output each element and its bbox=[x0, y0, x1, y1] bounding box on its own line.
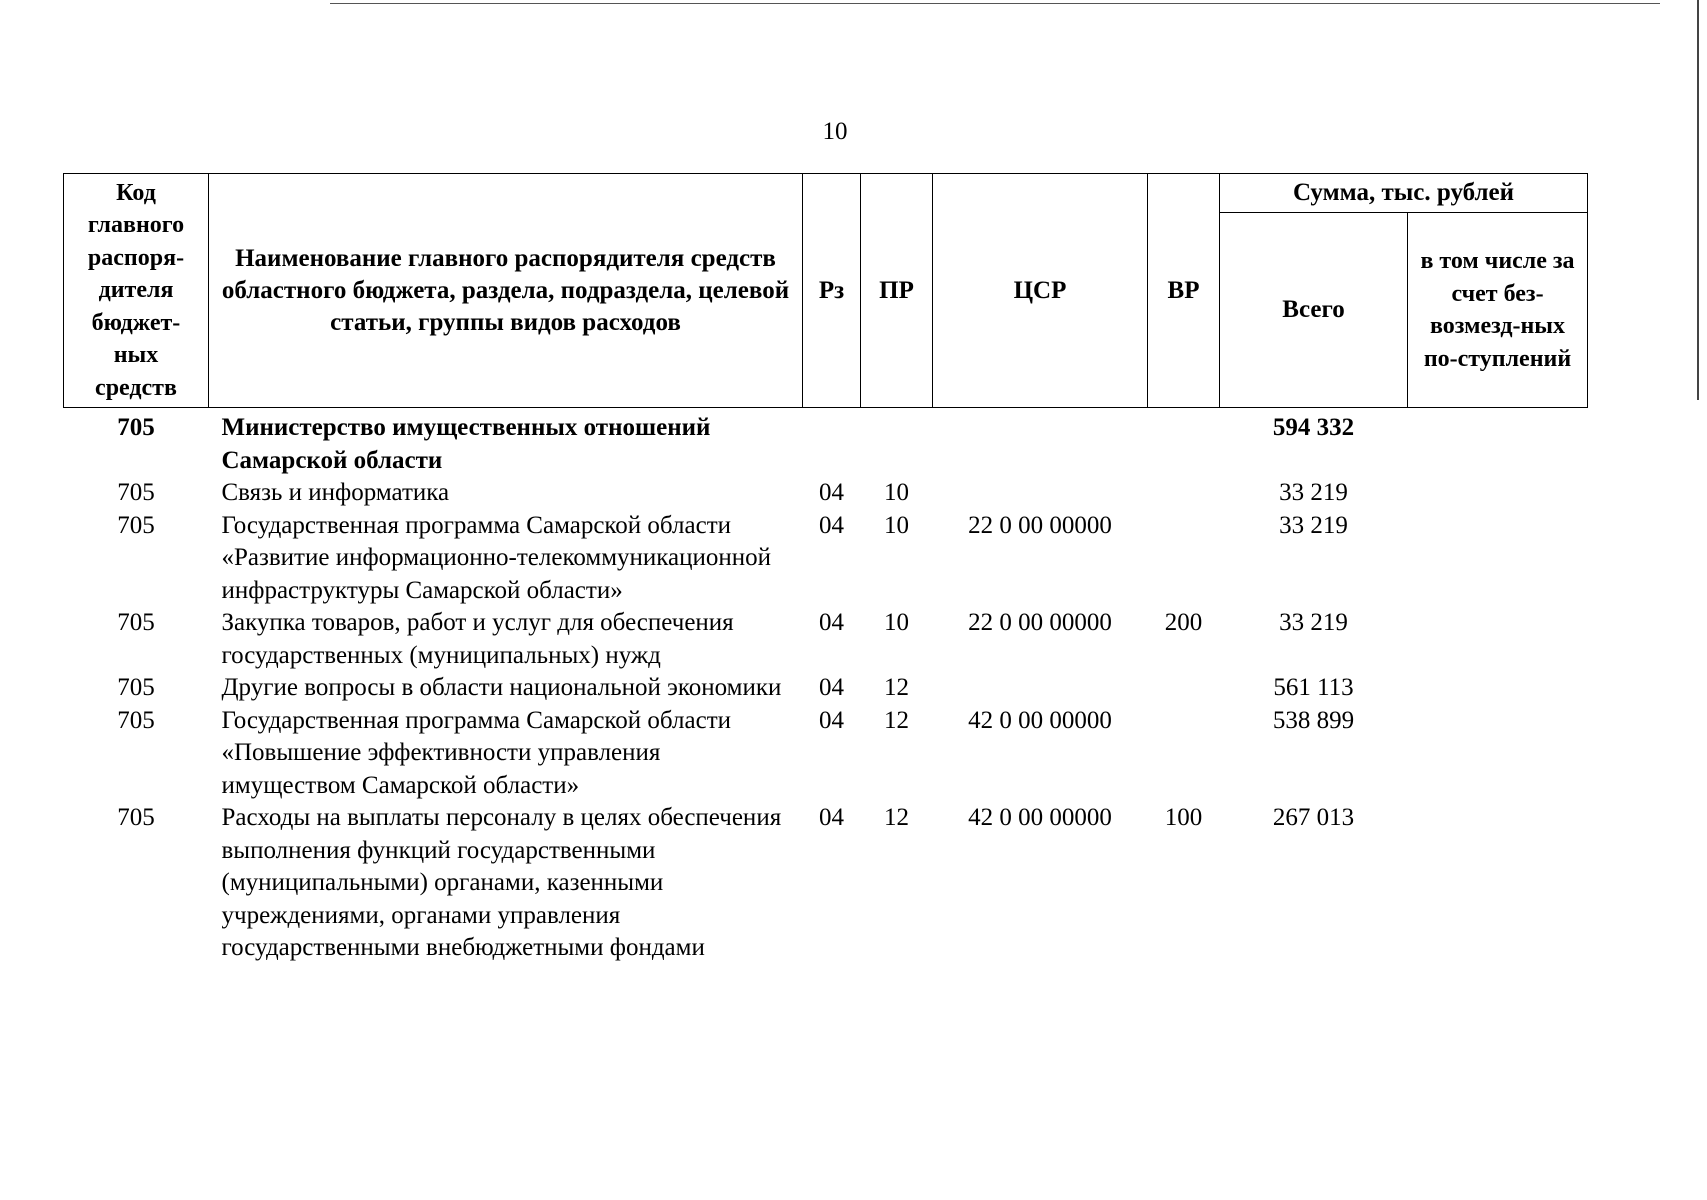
row-csr bbox=[933, 477, 1148, 510]
table-row bbox=[64, 672, 1588, 705]
table-row bbox=[64, 408, 1588, 478]
row-name: Государственная программа Самарской области «Повышение эффективности управления имуществом Самарской области» bbox=[221, 706, 731, 799]
header-pr: ПР bbox=[861, 174, 933, 408]
header-rz: Рз bbox=[803, 174, 861, 408]
row-free bbox=[1408, 802, 1588, 965]
header-code: Код главного распоря-дителя бюджет-ных средств bbox=[64, 174, 209, 408]
row-pr bbox=[861, 408, 933, 478]
row-rz: 04 bbox=[819, 479, 844, 506]
row-code: 705 bbox=[117, 414, 155, 441]
row-vr bbox=[1148, 672, 1220, 705]
row-vr bbox=[1148, 408, 1220, 478]
row-free bbox=[1408, 672, 1588, 705]
row-free bbox=[1408, 607, 1588, 672]
scan-edge-right bbox=[1697, 0, 1699, 400]
budget-table bbox=[63, 173, 1588, 965]
row-pr: 12 bbox=[884, 674, 909, 701]
row-rz bbox=[803, 408, 861, 478]
row-vr: 100 bbox=[1164, 804, 1203, 831]
row-vr: 200 bbox=[1164, 609, 1203, 636]
row-csr: 22 0 00 00000 bbox=[968, 609, 1112, 636]
header-total: Всего bbox=[1220, 213, 1408, 408]
row-rz: 04 bbox=[819, 609, 844, 636]
row-pr: 10 bbox=[884, 479, 909, 506]
header-vr: ВР bbox=[1148, 174, 1220, 408]
row-free bbox=[1408, 705, 1588, 803]
row-csr: 42 0 00 00000 bbox=[968, 706, 1112, 734]
table-row bbox=[64, 477, 1588, 510]
row-rz: 04 bbox=[819, 511, 844, 539]
row-code: 705 bbox=[117, 706, 155, 734]
row-code: 705 bbox=[117, 479, 155, 506]
header-name: Наименование главного распорядителя средств областного бюджета, раздела, подраздела, целевой статьи, группы видов расходов bbox=[209, 174, 803, 408]
row-code: 705 bbox=[117, 609, 155, 636]
table-row bbox=[64, 607, 1588, 672]
row-pr: 10 bbox=[884, 511, 909, 539]
row-name: Другие вопросы в области национальной экономики bbox=[221, 674, 782, 701]
row-total: 33 219 bbox=[1279, 479, 1348, 506]
row-name: Закупка товаров, работ и услуг для обеспечения государственных (муниципальных) нужд bbox=[221, 609, 734, 669]
row-total: 33 219 bbox=[1279, 609, 1348, 636]
table-body bbox=[64, 408, 1588, 965]
row-code: 705 bbox=[117, 511, 155, 539]
header-sum-group: Сумма, тыс. рублей bbox=[1220, 174, 1588, 213]
table-row bbox=[64, 705, 1588, 803]
row-csr: 42 0 00 00000 bbox=[968, 804, 1112, 831]
row-total: 594 332 bbox=[1272, 414, 1355, 441]
table-row bbox=[64, 510, 1588, 608]
row-name: Связь и информатика bbox=[221, 479, 450, 506]
row-free bbox=[1408, 408, 1588, 478]
row-csr bbox=[933, 408, 1148, 478]
row-vr bbox=[1148, 510, 1220, 608]
row-total: 267 013 bbox=[1272, 804, 1355, 831]
table-header bbox=[64, 174, 1588, 408]
row-total: 33 219 bbox=[1279, 511, 1348, 539]
row-pr: 10 bbox=[884, 609, 909, 636]
row-pr: 12 bbox=[884, 804, 909, 831]
scan-edge-top bbox=[330, 3, 1660, 4]
row-name: Министерство имущественных отношений Самарской области bbox=[221, 414, 711, 474]
row-name: Государственная программа Самарской области «Развитие информационно-телекоммуникационной инфраструктуры Самарской области» bbox=[221, 511, 772, 604]
row-code: 705 bbox=[117, 674, 155, 701]
row-vr bbox=[1148, 705, 1220, 803]
row-free bbox=[1408, 510, 1588, 608]
row-name: Расходы на выплаты персоналу в целях обеспечения выполнения функций государственными (муниципальными) органами, казенными учреждениями, органами управления государственными внебюджетными фондами bbox=[221, 804, 782, 961]
row-csr: 22 0 00 00000 bbox=[968, 511, 1112, 539]
row-vr bbox=[1148, 477, 1220, 510]
header-free-receipts: в том числе за счет без-возмезд-ных по-ступлений bbox=[1408, 213, 1588, 408]
header-csr: ЦСР bbox=[933, 174, 1148, 408]
row-rz: 04 bbox=[819, 674, 844, 701]
row-free bbox=[1408, 477, 1588, 510]
row-rz: 04 bbox=[819, 706, 844, 734]
row-total: 561 113 bbox=[1273, 674, 1354, 701]
page-number: 10 bbox=[822, 118, 848, 145]
row-rz: 04 bbox=[819, 804, 844, 831]
row-pr: 12 bbox=[884, 706, 909, 734]
row-total: 538 899 bbox=[1272, 706, 1355, 734]
table-row bbox=[64, 802, 1588, 965]
row-csr bbox=[933, 672, 1148, 705]
row-code: 705 bbox=[117, 804, 155, 831]
